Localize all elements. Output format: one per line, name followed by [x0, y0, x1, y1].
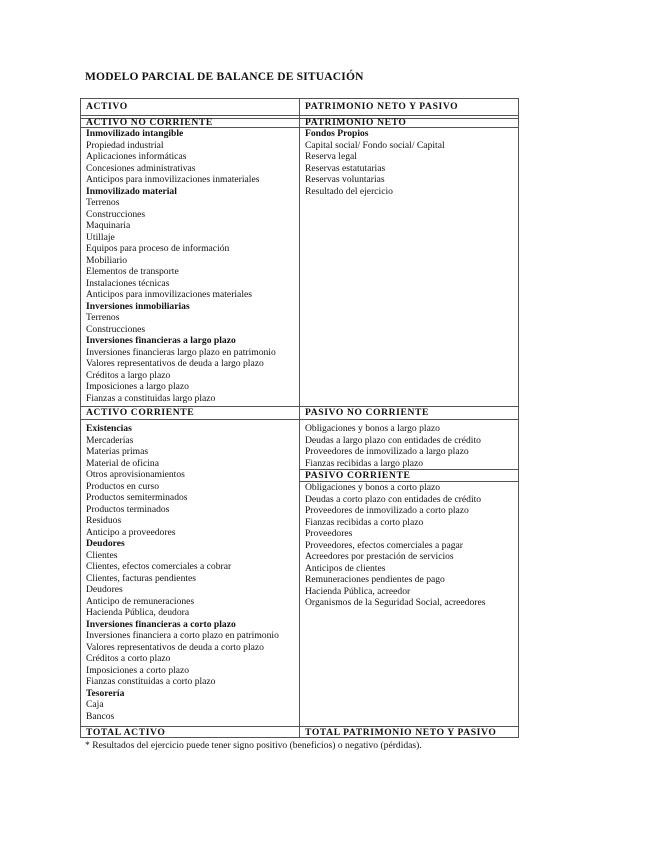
account-line: Materias primas — [86, 446, 149, 457]
header-activo: ACTIVO — [86, 101, 128, 112]
list-activo-corriente — [86, 423, 279, 722]
account-line: Obligaciones y bonos a corto plazo — [305, 482, 441, 493]
column-divider — [299, 99, 300, 737]
total-activo: TOTAL ACTIVO — [86, 727, 166, 738]
account-line: Deudas a largo plazo con entidades de crédito — [305, 434, 481, 446]
group-heading: Deudores — [86, 538, 125, 549]
account-line: Productos en curso — [86, 480, 160, 492]
account-line: Anticipos para inmovilizaciones inmateriales — [86, 174, 260, 185]
account-line: Aplicaciones informáticas — [86, 151, 187, 162]
account-line: Imposiciones a corto plazo — [86, 664, 190, 676]
account-line: Construcciones — [86, 323, 146, 335]
heading-patrimonio-neto: PATRIMONIO NETO — [305, 117, 407, 128]
group-heading: Inversiones financieras a corto plazo — [86, 618, 236, 630]
list-patrimonio-neto — [305, 128, 445, 197]
account-line: Terrenos — [86, 312, 120, 323]
account-line: Imposiciones a largo plazo — [86, 381, 189, 392]
account-line: Valores representativos de deuda a largo plazo — [86, 358, 264, 369]
list-pasivo-no-corriente — [305, 423, 481, 469]
account-line: Fianzas a constituidas largo plazo — [86, 392, 216, 404]
heading-pasivo-corriente: PASIVO CORRIENTE — [305, 470, 411, 481]
account-line: Clientes — [86, 549, 118, 561]
group-heading: Fondos Propios — [305, 128, 369, 139]
account-line: Material de oficina — [86, 457, 159, 469]
document-title: MODELO PARCIAL DE BALANCE DE SITUACIÓN — [85, 71, 364, 83]
account-line: Organismos de la Seguridad Social, acreedores — [305, 597, 486, 608]
account-line: Proveedores de inmovilizado a corto plazo — [305, 505, 469, 516]
group-heading: Existencias — [86, 423, 132, 434]
account-line: Productos terminados — [86, 503, 170, 515]
account-line: Elementos de transporte — [86, 266, 179, 277]
group-heading: Inmovilizado material — [86, 185, 177, 197]
header-rule — [81, 115, 518, 116]
account-line: Instalaciones técnicas — [86, 277, 170, 289]
account-line: Anticipos para inmovilizaciones materiales — [86, 289, 252, 300]
account-line: Anticipo a proveedores — [86, 526, 176, 538]
account-line: Residuos — [86, 515, 122, 526]
account-line: Créditos a corto plazo — [86, 653, 171, 664]
account-line: Maquinaria — [86, 220, 131, 231]
account-line: Fianzas recibidas a largo plazo — [305, 457, 424, 469]
account-line: Proveedores, efectos comerciales a pagar — [305, 539, 463, 551]
account-line: Hacienda Pública, deudora — [86, 607, 190, 618]
account-line: Productos semiterminados — [86, 492, 188, 503]
account-line: Inversiones financiera a corto plazo en patrimonio — [86, 630, 279, 641]
account-line: Clientes, facturas pendientes — [86, 572, 197, 584]
account-line: Proveedores — [305, 528, 353, 539]
account-line: Caja — [86, 699, 104, 710]
account-line: Obligaciones y bonos a largo plazo — [305, 423, 440, 434]
account-line: Inversiones financieras largo plazo en patrimonio — [86, 346, 276, 358]
account-line: Créditos a largo plazo — [86, 369, 171, 381]
account-line: Bancos — [86, 710, 115, 722]
account-line: Reserva legal — [305, 151, 357, 162]
account-line: Proveedores de inmovilizado a largo plazo — [305, 446, 469, 457]
account-line: Utillaje — [86, 231, 115, 243]
account-line: Reservas voluntarias — [305, 174, 385, 185]
account-line: Construcciones — [86, 208, 146, 220]
balance-table — [80, 98, 519, 738]
account-line: Otros aprovisionamientos — [86, 469, 185, 480]
group-heading: Inmovilizado intangible — [86, 128, 184, 139]
account-line: Reservas estatutarias — [305, 162, 386, 174]
footnote: * Resultados del ejercicio puede tener signo positivo (beneficios) o negativo (pérdidas). — [85, 740, 422, 751]
section-rule-mid-2 — [81, 419, 518, 420]
account-line: Anticipo de remuneraciones — [86, 595, 195, 607]
account-line: Fianzas recibidas a corto plazo — [305, 516, 424, 528]
account-line: Valores representativos de deuda a corto plazo — [86, 641, 264, 653]
account-line: Equipos para proceso de información — [86, 243, 230, 254]
heading-pasivo-no-corriente: PASIVO NO CORRIENTE — [305, 407, 430, 418]
account-line: Mercaderías — [86, 434, 134, 446]
account-line: Deudores — [86, 584, 123, 595]
list-activo-no-corriente — [86, 128, 276, 404]
account-line: Deudas a corto plazo con entidades de crédito — [305, 493, 482, 505]
total-pn-pasivo: TOTAL PATRIMONIO NETO Y PASIVO — [305, 727, 497, 738]
list-pasivo-corriente — [305, 482, 485, 609]
account-line: Hacienda Pública, acreedor — [305, 585, 411, 597]
account-line: Mobiliario — [86, 254, 128, 266]
header-pn-pasivo: PATRIMONIO NETO Y PASIVO — [305, 101, 459, 112]
group-heading: Tesorería — [86, 687, 125, 699]
account-line: Clientes, efectos comerciales a cobrar — [86, 561, 232, 572]
account-line: Anticipos de clientes — [305, 562, 386, 574]
heading-activo-no-corriente: ACTIVO NO CORRIENTE — [86, 117, 213, 128]
account-line: Terrenos — [86, 197, 120, 208]
account-line: Concesiones administrativas — [86, 162, 196, 174]
account-line: Acreedores por prestación de servicios — [305, 551, 454, 562]
account-line: Resultado del ejercicio — [305, 185, 393, 197]
account-line: Capital social/ Fondo social/ Capital — [305, 139, 445, 151]
group-heading: Inversiones financieras a largo plazo — [86, 335, 236, 346]
heading-activo-corriente: ACTIVO CORRIENTE — [86, 407, 195, 418]
account-line: Fianzas constituidas a corto plazo — [86, 676, 216, 687]
group-heading: Inversiones inmobiliarias — [86, 300, 190, 312]
account-line: Propiedad industrial — [86, 139, 164, 151]
account-line: Remuneraciones pendientes de pago — [305, 574, 445, 585]
